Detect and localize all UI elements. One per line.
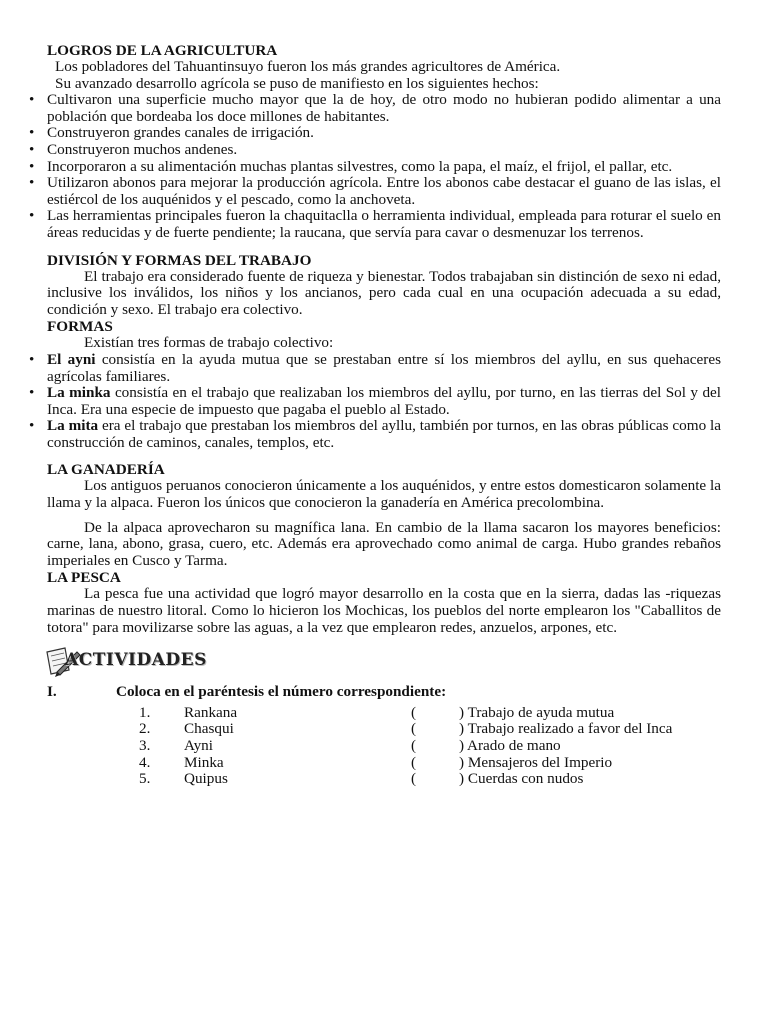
table-row (139, 771, 672, 788)
formas-title: FORMAS (47, 318, 113, 336)
actividades-header (47, 644, 721, 678)
row-word: Quipus (184, 770, 228, 788)
list-item: • Construyeron grandes canales de irrigación. (47, 125, 721, 142)
ganaderia-title: LA GANADERÍA (47, 461, 165, 479)
list-item: • Cultivaron una superficie mucho mayor que la de hoy, de otro modo no hubieran podido alimentar a una población que bordeaba los doce millones de habitantes. (47, 92, 721, 125)
row-word: Ayni (184, 737, 213, 754)
forma-desc: consistía en el trabajo que realizaban los miembros del ayllu, por turno, en las tierras del Sol y del Inca. Era una especie de impuesto que pagaba el pueblo al Estado. (47, 384, 721, 418)
pesca-title: LA PESCA (47, 569, 121, 587)
formas-list (47, 352, 721, 452)
row-number: 5. (139, 770, 151, 788)
row-definition: ) Trabajo de ayuda mutua (459, 703, 615, 721)
row-definition: ) Mensajeros del Imperio (459, 753, 613, 771)
list-item: • Las herramientas principales fueron la chaquitaclla o herramienta individual, empleada para roturar el suelo en áreas reducidas y de fuerte pendiente; la raucana, que servía para cavar o desmenuzar los terrenos. (47, 208, 721, 241)
table-row (139, 755, 672, 772)
row-definition: ) Arado de mano (459, 737, 561, 754)
answer-blank[interactable]: ( (411, 753, 417, 771)
row-word: Rankana (184, 703, 238, 721)
table-row (139, 705, 672, 722)
answer-blank[interactable]: ( (411, 703, 417, 721)
list-item (47, 418, 721, 451)
list-item: • Construyeron muchos andenes. (47, 142, 721, 159)
row-number: 1. (139, 703, 151, 721)
forma-term: La minka (47, 384, 111, 402)
row-word: Minka (184, 753, 224, 771)
row-definition: ) Trabajo realizado a favor del Inca (459, 720, 673, 738)
row-word: Chasqui (184, 720, 234, 738)
table-row (139, 721, 672, 738)
table-row (139, 738, 672, 755)
document-page (47, 42, 721, 788)
row-number: 2. (139, 720, 151, 738)
question-text: Coloca en el paréntesis el número correspondiente: (116, 683, 447, 701)
answer-blank[interactable]: ( (411, 720, 417, 738)
question-1 (47, 684, 721, 701)
ganaderia-paragraph-1: Los antiguos peruanos conocieron únicamente a los auquénidos, y entre estos domesticaron solamente la llama y la alpaca. Fueron los únicos que conocieron la ganadería en América precolombina. (47, 477, 721, 512)
list-item: • Utilizaron abonos para mejorar la producción agrícola. Entre los abonos cabe destacar el guano de las islas, el estiércol de los auquénidos y el pescado, como la anchoveta. (47, 175, 721, 208)
formas-intro: Existían tres formas de trabajo colectivo: (84, 334, 334, 352)
answer-blank[interactable]: ( (411, 737, 417, 754)
agri-bullet-list (47, 92, 721, 241)
forma-desc: era el trabajo que prestaban los miembros del ayllu, también por turnos, en las obras públicas como la construcción de caminos, canales, templos, etc. (47, 417, 722, 451)
pesca-paragraph: La pesca fue una actividad que logró mayor desarrollo en la costa que en la sierra, dadas las -riquezas marinas de nuestro litoral. Como lo hicieron los Mochicas, los pueblos del norte emplearon los "Caballitos de totora" para movilizarse sobre las aguas, a la vez que emplearon redes, anzuelos, arpones, etc. (47, 585, 721, 636)
ganaderia-paragraph-2: De la alpaca aprovecharon su magnífica lana. En cambio de la llama sacaron los mayores beneficios: carne, lana, abono, grasa, cuero, etc. Además era aprovechado como animal de carga. Hubo grandes rebaños imperiales en Cusco y Tarma. (47, 518, 721, 569)
question-number: I. (47, 683, 57, 701)
agri-intro-1: Los pobladores del Tahuantinsuyo fueron los más grandes agricultores de América. (55, 58, 561, 75)
row-number: 3. (139, 737, 151, 754)
agri-intro-2: Su avanzado desarrollo agrícola se puso de manifiesto en los siguientes hechos: (55, 74, 539, 92)
trabajo-paragraph: El trabajo era considerado fuente de riqueza y bienestar. Todos trabajaban sin distinción de sexo ni edad, inclusive los inválidos, los niños y los ancianos, pero cada cual en una ocupación adecuada a su edad, condición y sexo. El trabajo era colectivo. (47, 267, 721, 318)
actividades-title: ACTIVIDADES (65, 650, 207, 671)
row-definition: ) Cuerdas con nudos (459, 770, 584, 788)
list-item (47, 352, 721, 385)
forma-term: La mita (47, 417, 99, 435)
answer-blank[interactable]: ( (411, 770, 417, 788)
forma-term: El ayni (47, 350, 96, 368)
matching-table (139, 705, 672, 788)
list-item (47, 385, 721, 418)
row-number: 4. (139, 753, 151, 771)
list-item: • Incorporaron a su alimentación muchas plantas silvestres, como la papa, el maíz, el frijol, el pallar, etc. (47, 159, 721, 176)
forma-desc: consistía en la ayuda mutua que se prestaban entre sí los miembros del ayllu, en sus quehaceres agrícolas familiares. (47, 350, 721, 385)
trabajo-title: DIVISIÓN Y FORMAS DEL TRABAJO (47, 251, 312, 269)
agri-title: LOGROS DE LA AGRICULTURA (47, 42, 278, 59)
